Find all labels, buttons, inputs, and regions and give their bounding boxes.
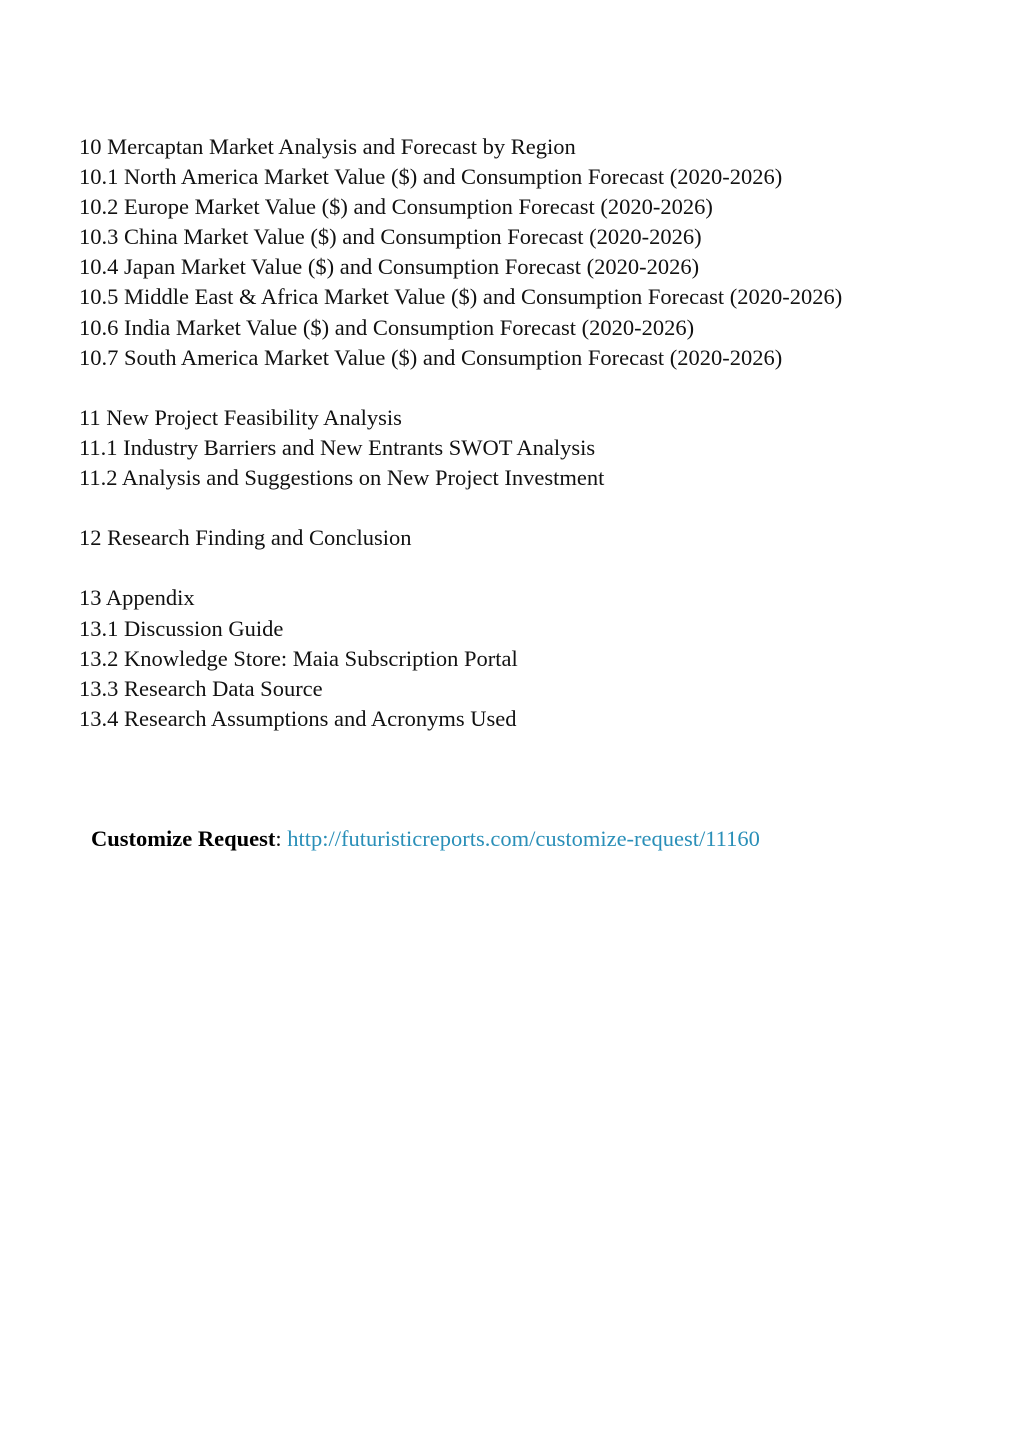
toc-section-13 — [79, 583, 979, 733]
toc-line: 13.4 Research Assumptions and Acronyms Used — [79, 705, 517, 731]
toc-section-11 — [79, 403, 979, 493]
customize-request-label: Customize Request — [91, 826, 276, 851]
toc-line: 10 Mercaptan Market Analysis and Forecast by Region — [79, 134, 576, 159]
toc-line: 11 New Project Feasibility Analysis — [79, 404, 402, 430]
customize-request — [91, 824, 760, 854]
toc-line: 10.4 Japan Market Value ($) and Consumption Forecast (2020-2026) — [79, 254, 700, 280]
toc-line: 13.3 Research Data Source — [79, 675, 323, 701]
toc-section-12 — [79, 523, 979, 553]
toc-line: 10.5 Middle East & Africa Market Value ($) and Consumption Forecast (2020-2026) — [79, 284, 843, 310]
toc-line: 13.2 Knowledge Store: Maia Subscription Portal — [79, 645, 518, 671]
toc-line: 10.7 South America Market Value ($) and Consumption Forecast (2020-2026) — [79, 344, 783, 370]
toc-line: 10.6 India Market Value ($) and Consumption Forecast (2020-2026) — [79, 314, 695, 340]
toc-section-10 — [79, 132, 979, 373]
customize-request-link[interactable]: http://futuristicreports.com/customize-request/11160 — [287, 826, 760, 851]
toc-line: 11.2 Analysis and Suggestions on New Project Investment — [79, 465, 605, 491]
toc-line: 10.1 North America Market Value ($) and Consumption Forecast (2020-2026) — [79, 164, 783, 190]
toc-line: 13.1 Discussion Guide — [79, 615, 284, 641]
toc-line: 13 Appendix — [79, 585, 195, 611]
customize-request-separator: : — [275, 826, 282, 851]
toc-line: 10.3 China Market Value ($) and Consumption Forecast (2020-2026) — [79, 224, 702, 250]
toc-line: 11.1 Industry Barriers and New Entrants SWOT Analysis — [79, 434, 596, 460]
toc-line: 12 Research Finding and Conclusion — [79, 525, 412, 551]
table-of-contents — [79, 132, 979, 764]
toc-line: 10.2 Europe Market Value ($) and Consumption Forecast (2020-2026) — [79, 194, 713, 220]
